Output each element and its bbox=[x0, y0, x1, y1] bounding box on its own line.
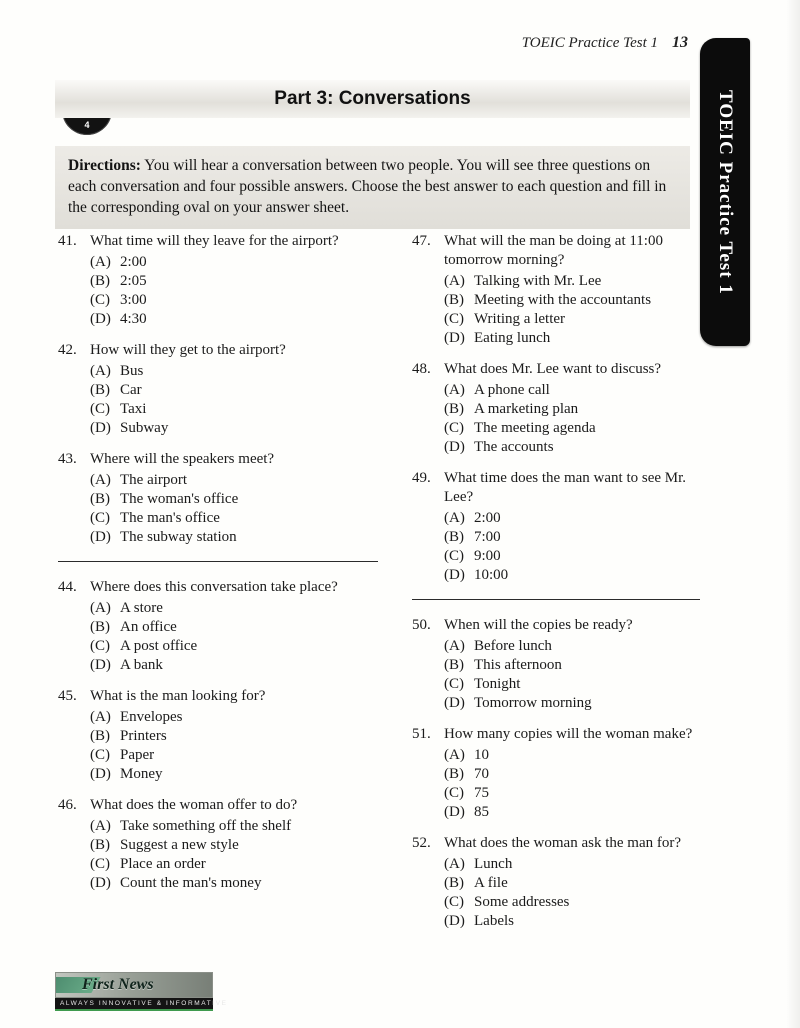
answer-option bbox=[444, 566, 706, 585]
questions-column-left bbox=[58, 232, 384, 943]
question-text: What will the man be doing at 11:00 tomorrow morning? bbox=[444, 233, 663, 268]
option-text: Before lunch bbox=[474, 638, 552, 654]
question-50 bbox=[412, 616, 706, 713]
section-divider bbox=[412, 599, 700, 600]
directions-box bbox=[55, 146, 690, 229]
question-52 bbox=[412, 834, 706, 931]
answer-option bbox=[444, 656, 706, 675]
option-letter: (D) bbox=[444, 567, 465, 583]
answer-option bbox=[90, 765, 384, 784]
option-text: 10 bbox=[474, 747, 489, 763]
question-number: 43. bbox=[58, 451, 77, 467]
answer-option bbox=[444, 509, 706, 528]
answer-option bbox=[90, 419, 384, 438]
question-44 bbox=[58, 578, 384, 675]
option-letter: (D) bbox=[444, 913, 465, 929]
option-text: Tonight bbox=[474, 676, 521, 692]
option-letter: (D) bbox=[444, 695, 465, 711]
answer-option bbox=[90, 836, 384, 855]
option-letter: (B) bbox=[444, 766, 464, 782]
question-number: 42. bbox=[58, 342, 77, 358]
answer-option bbox=[90, 291, 384, 310]
publisher-logo bbox=[55, 972, 228, 1011]
question-number: 47. bbox=[412, 233, 431, 249]
option-text: The man's office bbox=[120, 510, 220, 526]
answer-options bbox=[412, 855, 706, 931]
answer-option bbox=[90, 817, 384, 836]
answer-option bbox=[90, 599, 384, 618]
option-text: Envelopes bbox=[120, 709, 183, 725]
option-text: A post office bbox=[120, 638, 198, 654]
option-text: 4:30 bbox=[120, 311, 147, 327]
option-letter: (C) bbox=[444, 311, 464, 327]
answer-option bbox=[90, 528, 384, 547]
brand-tagline: ALWAYS INNOVATIVE & INFORMATIVE bbox=[60, 1000, 228, 1007]
option-letter: (B) bbox=[90, 837, 110, 853]
option-letter: (C) bbox=[90, 401, 110, 417]
question-number: 45. bbox=[58, 688, 77, 704]
question-number: 49. bbox=[412, 470, 431, 486]
option-letter: (B) bbox=[90, 619, 110, 635]
answer-option bbox=[90, 509, 384, 528]
answer-option bbox=[444, 381, 706, 400]
question-number: 46. bbox=[58, 797, 77, 813]
option-letter: (C) bbox=[90, 856, 110, 872]
answer-options bbox=[58, 817, 384, 893]
question-text: When will the copies be ready? bbox=[444, 617, 633, 633]
option-letter: (A) bbox=[444, 638, 465, 654]
option-text: Talking with Mr. Lee bbox=[474, 273, 602, 289]
option-text: Subway bbox=[120, 420, 169, 436]
answer-options bbox=[412, 381, 706, 457]
answer-option bbox=[90, 253, 384, 272]
answer-options bbox=[412, 637, 706, 713]
option-letter: (A) bbox=[444, 382, 465, 398]
answer-option bbox=[444, 912, 706, 931]
answer-option bbox=[444, 419, 706, 438]
option-letter: (A) bbox=[90, 363, 111, 379]
option-letter: (D) bbox=[90, 529, 111, 545]
option-text: Eating lunch bbox=[474, 330, 551, 346]
option-letter: (A) bbox=[90, 254, 111, 270]
question-text: What time does the man want to see Mr. Lee? bbox=[444, 470, 687, 505]
option-text: 10:00 bbox=[474, 567, 509, 583]
option-text: The accounts bbox=[474, 439, 554, 455]
option-text: Count the man's money bbox=[120, 875, 262, 891]
option-text: Some addresses bbox=[474, 894, 570, 910]
answer-options bbox=[58, 362, 384, 438]
cd-track-number: 4 bbox=[84, 119, 90, 130]
page-number: 13 bbox=[672, 34, 688, 51]
answer-option bbox=[90, 746, 384, 765]
scan-edge bbox=[786, 0, 800, 1028]
option-text: Suggest a new style bbox=[120, 837, 239, 853]
answer-option bbox=[444, 855, 706, 874]
option-text: 70 bbox=[474, 766, 489, 782]
answer-option bbox=[90, 272, 384, 291]
question-number: 50. bbox=[412, 617, 431, 633]
question-51 bbox=[412, 725, 706, 822]
option-letter: (A) bbox=[444, 747, 465, 763]
question-text: How many copies will the woman make? bbox=[444, 726, 693, 742]
question-number: 48. bbox=[412, 361, 431, 377]
question-text: What does the woman offer to do? bbox=[90, 797, 298, 813]
option-letter: (A) bbox=[444, 510, 465, 526]
answer-options bbox=[412, 272, 706, 348]
option-letter: (B) bbox=[444, 529, 464, 545]
question-text: Where will the speakers meet? bbox=[90, 451, 275, 467]
option-text: Bus bbox=[120, 363, 144, 379]
question-41 bbox=[58, 232, 384, 329]
answer-option bbox=[444, 547, 706, 566]
answer-option bbox=[444, 438, 706, 457]
answer-options bbox=[58, 471, 384, 547]
answer-option bbox=[90, 381, 384, 400]
option-text: Meeting with the accountants bbox=[474, 292, 652, 308]
option-text: Tomorrow morning bbox=[474, 695, 592, 711]
question-45 bbox=[58, 687, 384, 784]
answer-option bbox=[444, 893, 706, 912]
option-letter: (A) bbox=[444, 273, 465, 289]
answer-option bbox=[444, 675, 706, 694]
part-title: Part 3: Conversations bbox=[274, 88, 471, 109]
option-letter: (A) bbox=[90, 600, 111, 616]
option-letter: (B) bbox=[90, 728, 110, 744]
answer-option bbox=[90, 708, 384, 727]
option-text: 85 bbox=[474, 804, 489, 820]
option-letter: (B) bbox=[90, 273, 110, 289]
option-text: 2:00 bbox=[474, 510, 501, 526]
answer-option bbox=[90, 490, 384, 509]
answer-option bbox=[90, 855, 384, 874]
question-43 bbox=[58, 450, 384, 547]
option-text: A bank bbox=[120, 657, 163, 673]
answer-option bbox=[90, 656, 384, 675]
option-letter: (D) bbox=[90, 875, 111, 891]
option-text: Taxi bbox=[120, 401, 147, 417]
option-text: 7:00 bbox=[474, 529, 501, 545]
option-letter: (D) bbox=[90, 657, 111, 673]
answer-option bbox=[90, 362, 384, 381]
logo-band bbox=[55, 972, 213, 998]
brand-name: First News bbox=[82, 976, 154, 993]
question-number: 44. bbox=[58, 579, 77, 595]
option-text: The subway station bbox=[120, 529, 237, 545]
option-text: This afternoon bbox=[474, 657, 562, 673]
question-text: How will they get to the airport? bbox=[90, 342, 286, 358]
option-letter: (C) bbox=[90, 510, 110, 526]
option-text: The woman's office bbox=[120, 491, 239, 507]
option-text: 2:05 bbox=[120, 273, 147, 289]
answer-option bbox=[444, 874, 706, 893]
option-text: Car bbox=[120, 382, 142, 398]
answer-option bbox=[444, 400, 706, 419]
option-letter: (C) bbox=[444, 676, 464, 692]
option-letter: (C) bbox=[90, 638, 110, 654]
option-letter: (B) bbox=[444, 292, 464, 308]
option-letter: (B) bbox=[444, 875, 464, 891]
option-text: A marketing plan bbox=[474, 401, 579, 417]
answer-option bbox=[444, 291, 706, 310]
option-text: Paper bbox=[120, 747, 155, 763]
option-text: Writing a letter bbox=[474, 311, 566, 327]
side-tab-label: TOEIC Practice Test 1 bbox=[715, 89, 736, 295]
questions-area bbox=[58, 232, 706, 943]
option-text: Labels bbox=[474, 913, 514, 929]
option-text: A store bbox=[120, 600, 163, 616]
answer-options bbox=[58, 253, 384, 329]
section-divider bbox=[58, 561, 378, 562]
question-48 bbox=[412, 360, 706, 457]
option-letter: (C) bbox=[444, 420, 464, 436]
option-text: The airport bbox=[120, 472, 188, 488]
option-letter: (A) bbox=[444, 856, 465, 872]
option-letter: (D) bbox=[90, 766, 111, 782]
option-text: Money bbox=[120, 766, 163, 782]
question-text: What does Mr. Lee want to discuss? bbox=[444, 361, 662, 377]
option-letter: (B) bbox=[444, 401, 464, 417]
question-text: What is the man looking for? bbox=[90, 688, 266, 704]
answer-option bbox=[90, 310, 384, 329]
answer-option bbox=[90, 637, 384, 656]
tagline-band bbox=[55, 998, 228, 1011]
option-text: The meeting agenda bbox=[474, 420, 596, 436]
answer-options bbox=[58, 599, 384, 675]
answer-option bbox=[90, 618, 384, 637]
question-42 bbox=[58, 341, 384, 438]
option-letter: (D) bbox=[90, 420, 111, 436]
answer-option bbox=[90, 874, 384, 893]
part-title-band bbox=[55, 80, 690, 118]
side-tab bbox=[700, 38, 750, 346]
question-46 bbox=[58, 796, 384, 893]
option-letter: (A) bbox=[90, 472, 111, 488]
option-letter: (C) bbox=[90, 292, 110, 308]
questions-column-right bbox=[412, 232, 706, 943]
answer-option bbox=[444, 272, 706, 291]
option-text: Printers bbox=[120, 728, 167, 744]
option-letter: (B) bbox=[90, 491, 110, 507]
option-text: A phone call bbox=[474, 382, 550, 398]
question-text: What time will they leave for the airport? bbox=[90, 233, 339, 249]
answer-option bbox=[444, 310, 706, 329]
answer-options bbox=[412, 509, 706, 585]
answer-option bbox=[90, 471, 384, 490]
question-number: 51. bbox=[412, 726, 431, 742]
option-letter: (A) bbox=[90, 709, 111, 725]
option-letter: (C) bbox=[444, 894, 464, 910]
running-head-title: TOEIC Practice Test 1 bbox=[521, 35, 658, 51]
answer-option bbox=[90, 727, 384, 746]
option-letter: (D) bbox=[90, 311, 111, 327]
option-letter: (B) bbox=[90, 382, 110, 398]
option-letter: (D) bbox=[444, 330, 465, 346]
option-text: 9:00 bbox=[474, 548, 501, 564]
answer-option bbox=[444, 746, 706, 765]
question-47 bbox=[412, 232, 706, 348]
directions-text: You will hear a conversation between two people. You will see three questions on each conversation and four possible answers. Choose the best answer to each question and fill in the corresponding oval on your answer sheet. bbox=[68, 157, 667, 216]
answer-option bbox=[444, 528, 706, 547]
option-text: 75 bbox=[474, 785, 489, 801]
question-text: Where does this conversation take place? bbox=[90, 579, 338, 595]
option-letter: (D) bbox=[444, 439, 465, 455]
option-letter: (D) bbox=[444, 804, 465, 820]
answer-option bbox=[90, 400, 384, 419]
option-text: Place an order bbox=[120, 856, 206, 872]
question-number: 41. bbox=[58, 233, 77, 249]
answer-option bbox=[444, 694, 706, 713]
option-text: Lunch bbox=[474, 856, 513, 872]
option-text: Take something off the shelf bbox=[120, 818, 292, 834]
directions-label: Directions: bbox=[68, 157, 141, 174]
option-text: 3:00 bbox=[120, 292, 147, 308]
option-letter: (B) bbox=[444, 657, 464, 673]
option-text: A file bbox=[474, 875, 508, 891]
option-letter: (C) bbox=[444, 548, 464, 564]
question-number: 52. bbox=[412, 835, 431, 851]
answer-option bbox=[444, 329, 706, 348]
option-letter: (C) bbox=[444, 785, 464, 801]
option-letter: (C) bbox=[90, 747, 110, 763]
question-text: What does the woman ask the man for? bbox=[444, 835, 682, 851]
answer-options bbox=[412, 746, 706, 822]
answer-option bbox=[444, 803, 706, 822]
option-text: 2:00 bbox=[120, 254, 147, 270]
answer-option bbox=[444, 637, 706, 656]
option-letter: (A) bbox=[90, 818, 111, 834]
answer-option bbox=[444, 784, 706, 803]
running-head bbox=[522, 34, 688, 52]
option-text: An office bbox=[120, 619, 177, 635]
question-49 bbox=[412, 469, 706, 585]
answer-option bbox=[444, 765, 706, 784]
answer-options bbox=[58, 708, 384, 784]
